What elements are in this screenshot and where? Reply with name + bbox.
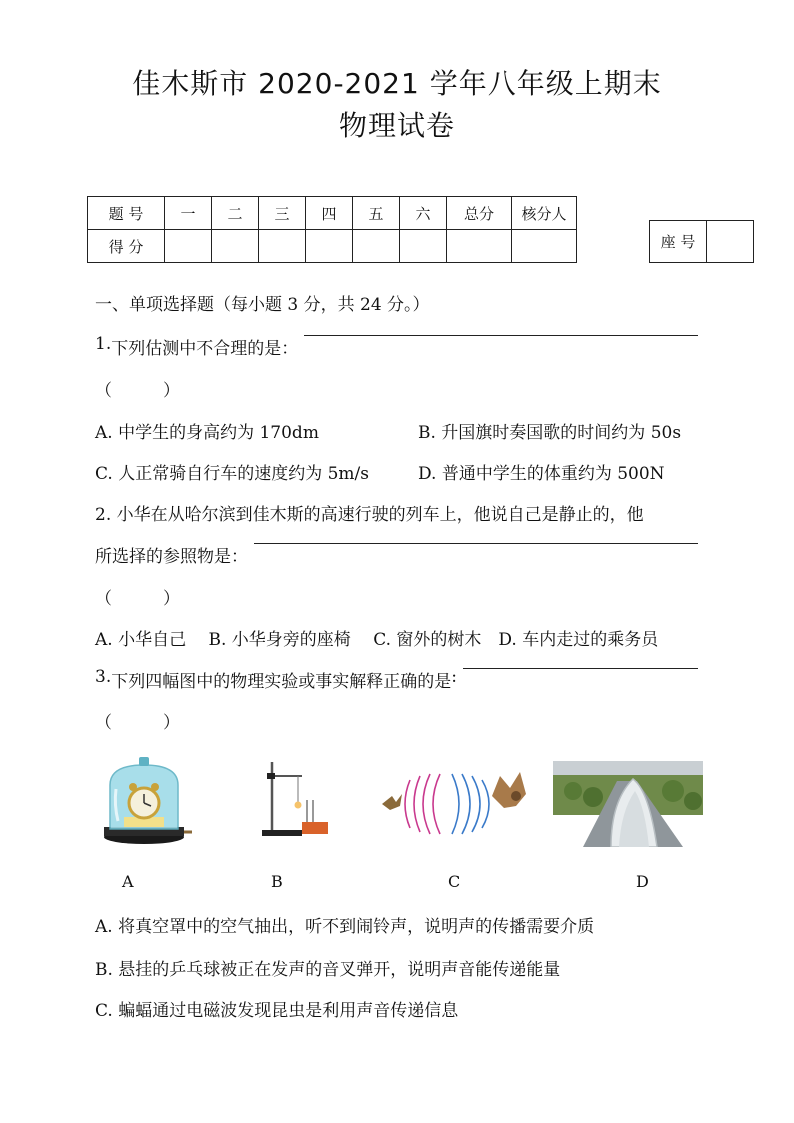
q3-char: 图 bbox=[179, 672, 197, 692]
q1-stem bbox=[95, 334, 700, 359]
q3-option-c: C. 蝙蝠通过电磁波发现昆虫是利用声音传递信息 bbox=[95, 1001, 459, 1021]
q1-char: 理 bbox=[230, 339, 248, 359]
score-header-cell: 题 号 bbox=[88, 197, 165, 230]
q2-char: 择 bbox=[129, 547, 146, 567]
answer-line bbox=[463, 667, 698, 669]
score-cell[interactable] bbox=[447, 230, 512, 263]
q3-char: 验 bbox=[281, 672, 299, 692]
score-header-cell: 二 bbox=[212, 197, 259, 230]
section-heading: 一、单项选择题（每小题 3 分，共 24 分。） bbox=[95, 295, 430, 315]
figure-label-a: A bbox=[122, 872, 134, 891]
q1-char: ： bbox=[281, 339, 299, 359]
q3-char: 的 bbox=[213, 672, 231, 692]
score-value-row bbox=[88, 230, 577, 263]
bat-echolocation-figure bbox=[376, 766, 536, 842]
q1-char: 中 bbox=[179, 339, 197, 359]
score-header-cell: 一 bbox=[165, 197, 212, 230]
q3-char: 理 bbox=[247, 672, 265, 692]
score-cell[interactable] bbox=[512, 230, 577, 263]
q3-char: 或 bbox=[298, 672, 316, 692]
figure-label-d: D bbox=[636, 872, 649, 891]
score-row-label: 得 分 bbox=[88, 230, 165, 263]
score-cell[interactable] bbox=[353, 230, 400, 263]
q3-char: 实 bbox=[332, 672, 350, 692]
q2-answer-paren[interactable]: （ ） bbox=[95, 589, 180, 609]
q2-char: 参 bbox=[163, 547, 180, 567]
q3-char: 幅 bbox=[162, 672, 180, 692]
q2-char: 的 bbox=[146, 547, 163, 567]
q3-char: 正 bbox=[383, 672, 401, 692]
answer-line bbox=[254, 542, 698, 544]
q3-char: 四 bbox=[145, 672, 163, 692]
bell-jar-figure bbox=[100, 755, 192, 847]
score-header-cell: 四 bbox=[306, 197, 353, 230]
score-header-cell: 总分 bbox=[447, 197, 512, 230]
tuning-fork-figure bbox=[258, 760, 332, 840]
q2-char: 所 bbox=[95, 547, 112, 567]
score-cell[interactable] bbox=[165, 230, 212, 263]
q1-option-c: C. 人正常骑自行车的速度约为 5m/s bbox=[95, 464, 369, 484]
resonance-box bbox=[302, 822, 328, 834]
q3-char: 列 bbox=[128, 672, 146, 692]
q1-char: 下 bbox=[111, 339, 129, 359]
q1-char: 1. bbox=[95, 334, 112, 354]
bat-icon bbox=[492, 772, 526, 808]
score-header-cell: 三 bbox=[259, 197, 306, 230]
answer-line bbox=[304, 334, 698, 336]
figure-label-c: C bbox=[448, 872, 461, 891]
q2-char: ： bbox=[231, 547, 248, 567]
q2-options: A. 小华自己 B. 小华身旁的座椅 C. 窗外的树木 D. 车内走过的乘务员 bbox=[95, 630, 659, 650]
q3-char: 实 bbox=[264, 672, 282, 692]
q3-char: 下 bbox=[111, 672, 129, 692]
q2-char: 选 bbox=[112, 547, 129, 567]
q3-char: 物 bbox=[230, 672, 248, 692]
q1-option-a: A. 中学生的身高约为 170dm bbox=[95, 423, 319, 443]
q1-char: 是 bbox=[264, 339, 282, 359]
ping-pong-ball-icon bbox=[295, 802, 302, 809]
q3-answer-paren[interactable]: （ ） bbox=[95, 713, 180, 733]
q1-char: 测 bbox=[162, 339, 180, 359]
q1-answer-paren[interactable]: （ ） bbox=[95, 381, 180, 401]
q3-char: 的 bbox=[417, 672, 435, 692]
q2-stem-line1: 2. 小华在从哈尔滨到佳木斯的高速行驶的列车上，他说自己是静止的，他 bbox=[95, 505, 644, 525]
score-cell[interactable] bbox=[212, 230, 259, 263]
q2-char: 是 bbox=[214, 547, 231, 567]
q2-stem-line2 bbox=[95, 542, 700, 567]
score-header-cell: 核分人 bbox=[512, 197, 577, 230]
q2-char: 物 bbox=[197, 547, 214, 567]
score-header-row bbox=[88, 197, 577, 230]
q2-char: 照 bbox=[180, 547, 197, 567]
q1-char: 的 bbox=[247, 339, 265, 359]
sound-waves bbox=[405, 774, 489, 834]
score-cell[interactable] bbox=[306, 230, 353, 263]
figure-label-b: B bbox=[271, 872, 283, 891]
q1-option-b: B. 升国旗时奏国歌的时间约为 50s bbox=[418, 423, 682, 443]
q3-char: 中 bbox=[196, 672, 214, 692]
q1-char: 合 bbox=[213, 339, 231, 359]
seat-table bbox=[649, 220, 754, 263]
q3-char: 释 bbox=[366, 672, 384, 692]
q3-stem bbox=[95, 667, 700, 692]
sound-barrier-figure bbox=[553, 761, 703, 847]
q1-char: 列 bbox=[128, 339, 146, 359]
seat-label: 座 号 bbox=[650, 221, 707, 263]
score-cell[interactable] bbox=[259, 230, 306, 263]
q3-option-b: B. 悬挂的乒乓球被正在发声的音叉弹开，说明声音能传递能量 bbox=[95, 960, 561, 980]
q3-option-a: A. 将真空罩中的空气抽出，听不到闹铃声，说明声的传播需要介质 bbox=[95, 917, 595, 937]
stand-base bbox=[262, 830, 302, 836]
q3-char: 是 bbox=[434, 672, 452, 692]
q3-char: 解 bbox=[349, 672, 367, 692]
q3-char: 3. bbox=[95, 667, 112, 687]
insect-icon bbox=[382, 794, 402, 810]
score-header-cell: 五 bbox=[353, 197, 400, 230]
q1-option-d: D. 普通中学生的体重约为 500N bbox=[418, 464, 665, 484]
exam-subtitle: 物理试卷 bbox=[338, 109, 455, 142]
score-table bbox=[87, 196, 577, 263]
q1-char: 不 bbox=[196, 339, 214, 359]
q3-char: 确 bbox=[400, 672, 418, 692]
score-header-cell: 六 bbox=[400, 197, 447, 230]
score-cell[interactable] bbox=[400, 230, 447, 263]
q3-char: 事 bbox=[315, 672, 333, 692]
q1-char: 估 bbox=[145, 339, 163, 359]
seat-cell[interactable] bbox=[707, 221, 754, 263]
exam-title: 佳木斯市 2020-2021 学年八年级上期末 bbox=[132, 67, 662, 100]
q3-char: : bbox=[451, 667, 457, 687]
